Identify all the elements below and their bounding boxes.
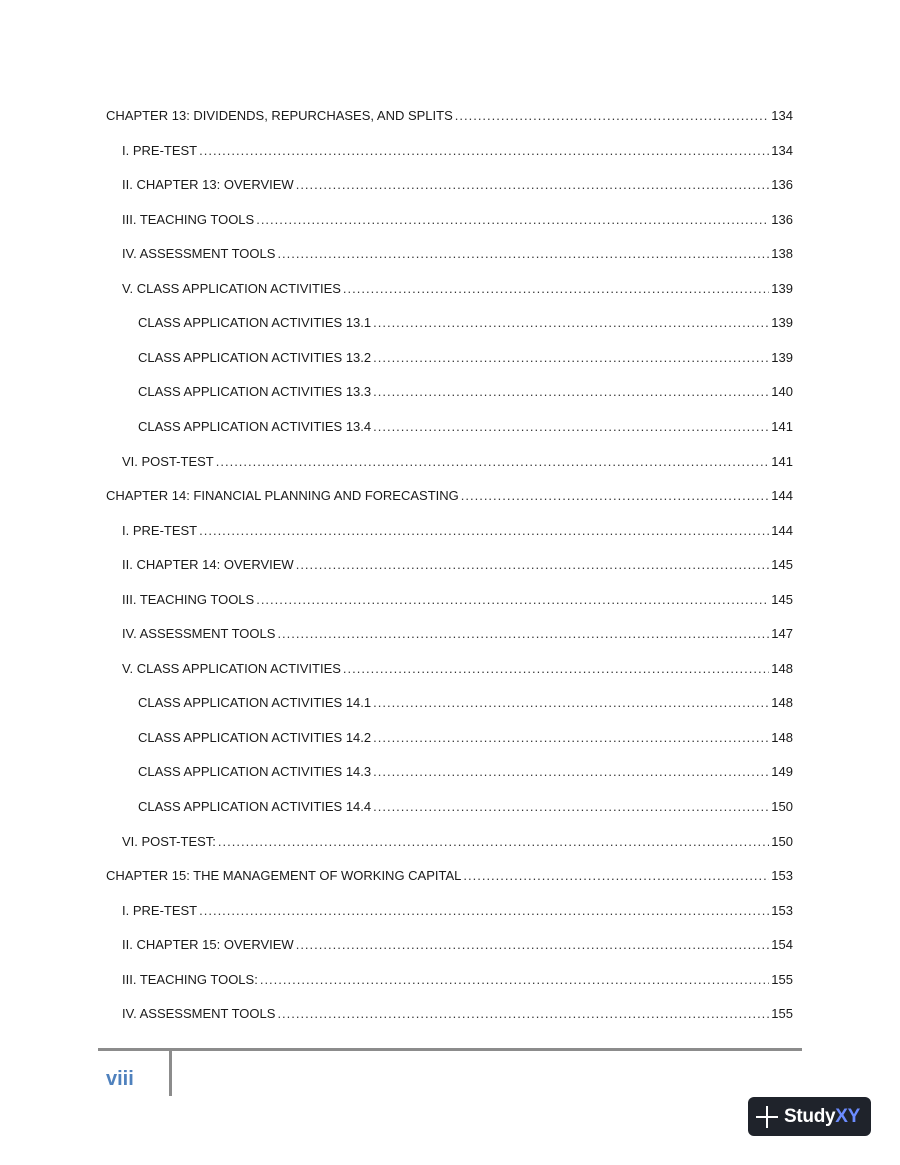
toc-entry[interactable] bbox=[106, 866, 793, 886]
toc-entry[interactable] bbox=[122, 279, 793, 299]
toc-dot-leader bbox=[199, 901, 769, 921]
toc-dot-leader bbox=[343, 279, 769, 299]
toc-entry[interactable] bbox=[122, 555, 793, 575]
toc-dot-leader bbox=[373, 797, 769, 817]
toc-dot-leader bbox=[373, 417, 769, 437]
toc-dot-leader bbox=[199, 521, 769, 541]
toc-entry-title: CLASS APPLICATION ACTIVITIES 14.2 bbox=[138, 730, 372, 745]
toc-dot-leader bbox=[296, 935, 770, 955]
toc-entry[interactable] bbox=[122, 659, 793, 679]
toc-entry-title: CLASS APPLICATION ACTIVITIES 14.3 bbox=[138, 764, 372, 779]
toc-entry[interactable] bbox=[122, 590, 793, 610]
plus-icon bbox=[756, 1106, 778, 1128]
toc-entry-page: 138 bbox=[771, 246, 793, 261]
studyxy-badge[interactable] bbox=[748, 1097, 871, 1136]
toc-dot-leader bbox=[455, 106, 770, 126]
toc-entry-title: V. CLASS APPLICATION ACTIVITIES bbox=[122, 281, 341, 296]
toc-entry[interactable] bbox=[138, 728, 793, 748]
toc-entry[interactable] bbox=[138, 693, 793, 713]
toc-entry-title: CHAPTER 15: THE MANAGEMENT OF WORKING CAPITAL bbox=[106, 868, 462, 883]
toc-entry-page: 139 bbox=[771, 281, 793, 296]
toc-entry[interactable] bbox=[138, 382, 793, 402]
toc-entry-title: III. TEACHING TOOLS bbox=[122, 212, 255, 227]
toc-entry-title: CHAPTER 14: FINANCIAL PLANNING AND FORECASTING bbox=[106, 488, 459, 503]
toc-entry[interactable] bbox=[122, 1004, 793, 1024]
toc-entry-title: CLASS APPLICATION ACTIVITIES 14.4 bbox=[138, 799, 372, 814]
toc-entry-title: II. CHAPTER 14: OVERVIEW bbox=[122, 557, 294, 572]
toc-dot-leader bbox=[373, 693, 769, 713]
toc-entry-title: CLASS APPLICATION ACTIVITIES 13.4 bbox=[138, 419, 372, 434]
toc-entry[interactable] bbox=[106, 486, 793, 506]
toc-dot-leader bbox=[373, 348, 769, 368]
toc-entry-page: 134 bbox=[771, 143, 793, 158]
toc-entry-page: 139 bbox=[771, 350, 793, 365]
toc-entry[interactable] bbox=[122, 624, 793, 644]
toc-entry[interactable] bbox=[122, 210, 793, 230]
badge-brand-main: Study bbox=[784, 1105, 836, 1127]
toc-entry[interactable] bbox=[122, 901, 793, 921]
toc-entry[interactable] bbox=[138, 348, 793, 368]
toc-entry[interactable] bbox=[122, 244, 793, 264]
toc-entry-page: 139 bbox=[771, 315, 793, 330]
toc-entry-page: 154 bbox=[771, 937, 793, 952]
toc-entry-page: 148 bbox=[771, 695, 793, 710]
toc-dot-leader bbox=[277, 244, 769, 264]
toc-entry[interactable] bbox=[122, 832, 793, 852]
toc-entry-page: 144 bbox=[771, 523, 793, 538]
toc-entry[interactable] bbox=[122, 141, 793, 161]
badge-brand-accent: XY bbox=[835, 1105, 861, 1127]
toc-entry[interactable] bbox=[106, 106, 793, 126]
toc-entry-page: 150 bbox=[771, 834, 793, 849]
toc-entry[interactable] bbox=[122, 935, 793, 955]
toc-dot-leader bbox=[216, 452, 770, 472]
toc-entry[interactable] bbox=[122, 521, 793, 541]
toc-entry-title: II. CHAPTER 13: OVERVIEW bbox=[122, 177, 294, 192]
toc-dot-leader bbox=[296, 555, 770, 575]
toc-entry[interactable] bbox=[122, 970, 793, 990]
toc-entry-page: 145 bbox=[771, 592, 793, 607]
footer-divider bbox=[169, 1050, 172, 1096]
toc-entry[interactable] bbox=[138, 762, 793, 782]
toc-entry-title: IV. ASSESSMENT TOOLS bbox=[122, 246, 276, 261]
toc-entry-title: CLASS APPLICATION ACTIVITIES 13.1 bbox=[138, 315, 372, 330]
toc-entry-title: VI. POST-TEST: bbox=[122, 834, 216, 849]
page-number: viii bbox=[106, 1068, 134, 1090]
toc-entry-title: I. PRE-TEST bbox=[122, 143, 198, 158]
toc-entry-page: 148 bbox=[771, 730, 793, 745]
toc-entry-page: 155 bbox=[771, 972, 793, 987]
toc-entry[interactable] bbox=[138, 797, 793, 817]
toc-entry-title: CHAPTER 13: DIVIDENDS, REPURCHASES, AND SPLITS bbox=[106, 108, 453, 123]
toc-dot-leader bbox=[461, 486, 770, 506]
toc-entry[interactable] bbox=[122, 452, 793, 472]
toc-dot-leader bbox=[260, 970, 769, 990]
toc-entry[interactable] bbox=[138, 313, 793, 333]
toc-entry-title: V. CLASS APPLICATION ACTIVITIES bbox=[122, 661, 341, 676]
toc-entry-page: 141 bbox=[771, 454, 793, 469]
badge-label bbox=[784, 1106, 860, 1128]
toc-entry-title: VI. POST-TEST bbox=[122, 454, 214, 469]
toc-entry-page: 145 bbox=[771, 557, 793, 572]
toc-entry-title: IV. ASSESSMENT TOOLS bbox=[122, 1006, 276, 1021]
toc-entry-title: I. PRE-TEST bbox=[122, 523, 198, 538]
toc-entry-page: 149 bbox=[771, 764, 793, 779]
toc-entry-page: 148 bbox=[771, 661, 793, 676]
toc-dot-leader bbox=[373, 762, 769, 782]
toc-entry-page: 144 bbox=[771, 488, 793, 503]
toc-dot-leader bbox=[296, 175, 770, 195]
toc-dot-leader bbox=[256, 590, 769, 610]
footer-rule bbox=[98, 1048, 802, 1051]
toc-entry-page: 153 bbox=[771, 868, 793, 883]
toc-entry-page: 140 bbox=[771, 384, 793, 399]
toc-dot-leader bbox=[343, 659, 769, 679]
toc-entry-title: IV. ASSESSMENT TOOLS bbox=[122, 626, 276, 641]
toc-dot-leader bbox=[277, 624, 769, 644]
toc-entry-title: I. PRE-TEST bbox=[122, 903, 198, 918]
toc-entry[interactable] bbox=[138, 417, 793, 437]
toc-entry-page: 141 bbox=[771, 419, 793, 434]
toc-entry[interactable] bbox=[122, 175, 793, 195]
toc-entry-title: II. CHAPTER 15: OVERVIEW bbox=[122, 937, 294, 952]
toc-entry-page: 136 bbox=[771, 212, 793, 227]
toc-entry-page: 153 bbox=[771, 903, 793, 918]
toc-entry-page: 134 bbox=[771, 108, 793, 123]
toc-entry-title: III. TEACHING TOOLS: bbox=[122, 972, 258, 987]
toc-entry-title: CLASS APPLICATION ACTIVITIES 13.2 bbox=[138, 350, 372, 365]
toc-entry-page: 136 bbox=[771, 177, 793, 192]
toc-dot-leader bbox=[256, 210, 769, 230]
toc-entry-page: 155 bbox=[771, 1006, 793, 1021]
toc-dot-leader bbox=[373, 728, 769, 748]
toc-dot-leader bbox=[373, 382, 769, 402]
toc-dot-leader bbox=[277, 1004, 769, 1024]
toc-entry-title: CLASS APPLICATION ACTIVITIES 14.1 bbox=[138, 695, 372, 710]
toc-dot-leader bbox=[463, 866, 769, 886]
toc-entry-page: 147 bbox=[771, 626, 793, 641]
toc-dot-leader bbox=[373, 313, 769, 333]
toc-dot-leader bbox=[218, 832, 769, 852]
toc-entry-title: CLASS APPLICATION ACTIVITIES 13.3 bbox=[138, 384, 372, 399]
toc-entry-title: III. TEACHING TOOLS bbox=[122, 592, 255, 607]
toc-dot-leader bbox=[199, 141, 769, 161]
toc-entry-page: 150 bbox=[771, 799, 793, 814]
